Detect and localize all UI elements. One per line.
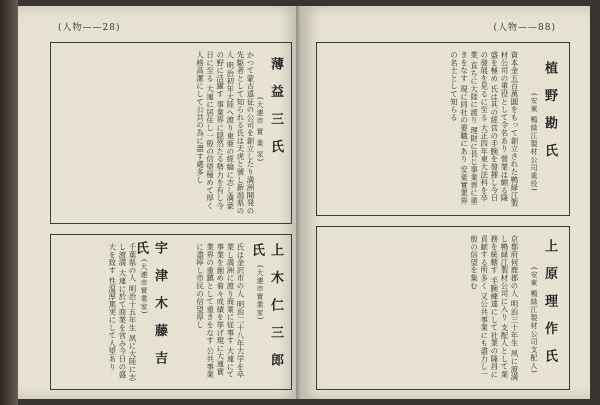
profile-text: 氏は金沢市の人 明治二十八年大学を卒業し満洲に渡り商業に従事す 大連にて事業を創め着々成績を挙げ現に大連實業界の重鎮として重きをなす 公共事業に盡瘁し市民の信望厚し — [195, 243, 245, 379]
right-top-frame — [316, 42, 570, 216]
book-bottom-edge — [18, 399, 590, 405]
profile-name: 宇 津 木 藤 吉 氏 — [133, 241, 167, 370]
profile-name: 植 野 勘 氏 — [542, 61, 557, 162]
profile-name: 薄 益 三 氏 — [268, 57, 283, 158]
profile-subtitle: (安東 鴨緑江製材公司支配人) — [530, 267, 538, 374]
left-page-header: (人物——28) — [58, 23, 121, 33]
profile-text: 資本金五百萬圓をもって創立された鴨緑江製材公司の重役として令名あり 營業は頗る隆盛を極め 氏は其の經営の手腕を發揮し今日の發展を見るに至る 大正四年東大法科を卒業 直ちに大陸に渡り 理財に長じ事業界に重きをなす 現に同社の要職にあり 安東實業界の名士として知らる — [449, 51, 519, 207]
profile-name: 上 原 理 作 氏 — [542, 239, 557, 368]
left-top-frame — [50, 42, 292, 224]
profile-text: 京都府何鹿郡の人 明治三十年生 夙に渡満し鴨緑江製材公司に入り 支配人として業務を統轄す 手腕練達にして社業の隆昌に貢献する所多く 又公共事業にも盡力し一般の信望を集む — [469, 235, 519, 381]
right-bottom-frame — [316, 226, 570, 390]
left-page — [18, 6, 300, 399]
profile-text: 千葉県の人 明治十五年生 夙に大陸に志し渡満 大連に於て商業を営み今日の盛大を致す 性温厚篤実にして人望あり — [107, 243, 137, 382]
profile-subtitle: (大連市實業家) — [140, 259, 148, 315]
book-spine — [0, 0, 18, 405]
left-bottom-frame — [50, 234, 292, 390]
profile-name: 上 木 仁 三 郎 氏 — [249, 243, 283, 372]
right-page — [300, 6, 590, 399]
profile-subtitle: (大連市實業家) — [256, 265, 264, 321]
profile-subtitle: (安東 鴨緑江製材公司重役) — [530, 93, 538, 192]
profile-text: かつて蒙古遠征の公司を創立したり満洲開発の先駆者として知られる氏は天虎と號し新潟県の人 明治初年大陸へ渡り東亜の經綸に志し満蒙の野に活躍す 事業界に隠然たる勢力を有し今日に至る 大連に居住し一般の信望極めて厚く人格高潔にして公共の為に盡す處多し — [195, 51, 255, 215]
profile-subtitle: (大連市 實 業 家) — [256, 97, 264, 163]
right-page-header: (人物——88) — [493, 23, 556, 33]
